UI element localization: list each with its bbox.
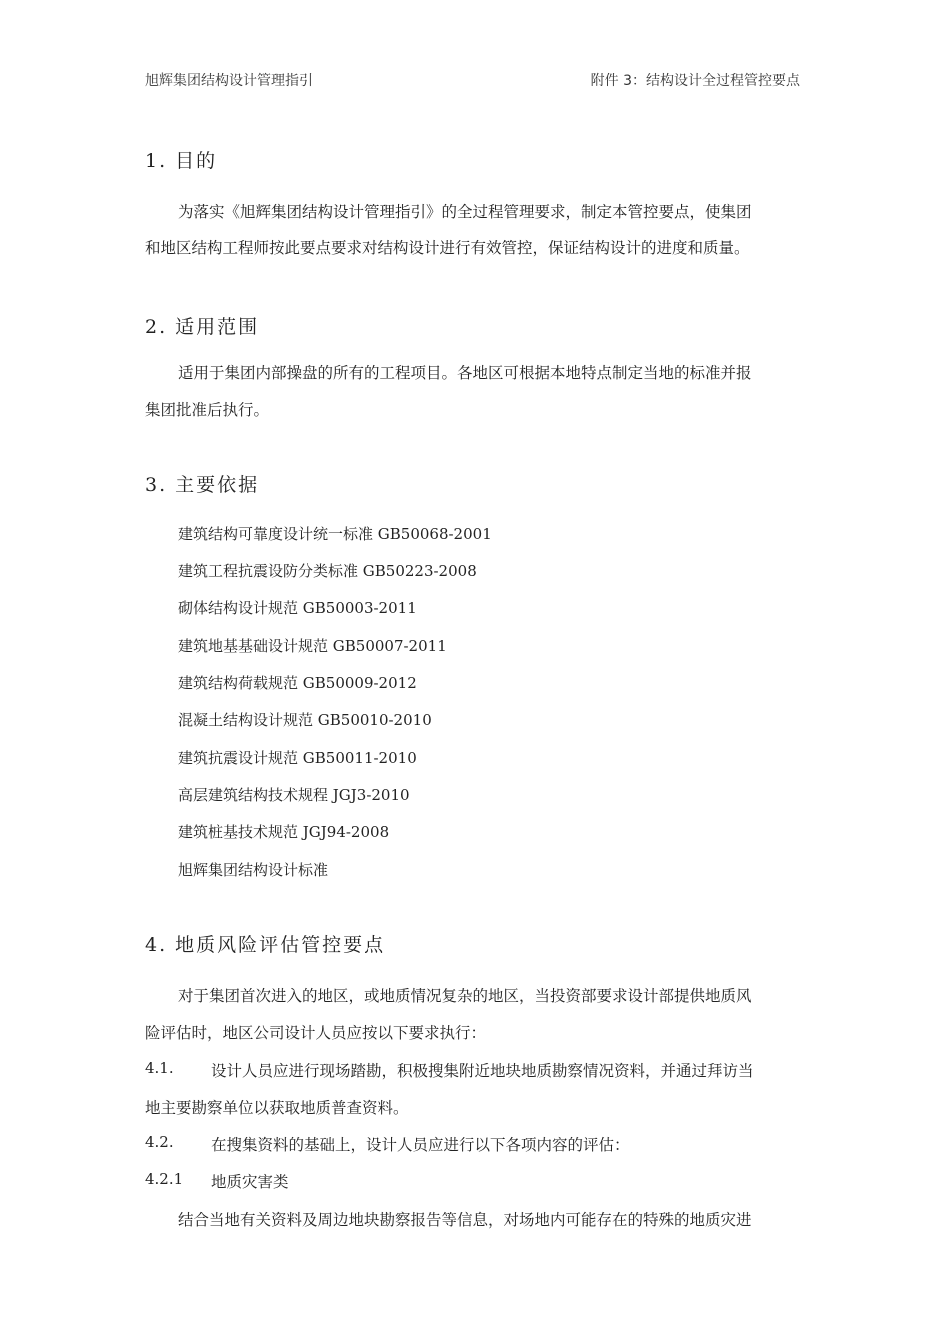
- reference-item: 砌体结构设计规范 GB50003-2011: [178, 599, 417, 617]
- section-1-heading: 1. 目的: [145, 150, 218, 172]
- reference-item: 建筑结构荷载规范 GB50009-2012: [178, 674, 417, 692]
- reference-item: 建筑桩基技术规范 JGJ94-2008: [178, 823, 390, 841]
- subitem-title: 地质灾害类: [211, 1173, 289, 1191]
- section-2-paragraph-line: 适用于集团内部操盘的所有的工程项目。各地区可根据本地特点制定当地的标准并报: [178, 364, 752, 382]
- subitem-paragraph-line: 结合当地有关资料及周边地块勘察报告等信息，对场地内可能存在的特殊的地质灾进: [178, 1211, 752, 1229]
- reference-item: 建筑工程抗震设防分类标准 GB50223-2008: [178, 562, 477, 580]
- header-doc-title: 旭辉集团结构设计管理指引: [145, 73, 313, 89]
- section-1-paragraph-line: 为落实《旭辉集团结构设计管理指引》的全过程管理要求，制定本管控要点，使集团: [178, 203, 752, 221]
- reference-item: 高层建筑结构技术规程 JGJ3-2010: [178, 786, 410, 804]
- section-2-paragraph-line: 集团批准后执行。: [145, 401, 270, 419]
- reference-item: 建筑抗震设计规范 GB50011-2010: [178, 749, 417, 767]
- section-4-paragraph-line: 对于集团首次进入的地区，或地质情况复杂的地区，当投资部要求设计部提供地质风: [178, 987, 752, 1005]
- reference-item: 建筑地基基础设计规范 GB50007-2011: [178, 637, 447, 655]
- reference-item: 混凝土结构设计规范 GB50010-2010: [178, 711, 432, 729]
- section-2-heading: 2. 适用范围: [145, 316, 260, 338]
- item-text-line: 地主要勘察单位以获取地质普查资料。: [145, 1099, 409, 1117]
- item-number: 4.1.: [145, 1059, 174, 1077]
- item-text-line: 设计人员应进行现场踏勘，积极搜集附近地块地质勘察情况资料，并通过拜访当: [211, 1062, 754, 1080]
- reference-item: 建筑结构可靠度设计统一标准 GB50068-2001: [178, 525, 492, 543]
- item-number: 4.2.: [145, 1133, 174, 1151]
- section-1-paragraph-line: 和地区结构工程师按此要点要求对结构设计进行有效管控，保证结构设计的进度和质量。: [145, 239, 750, 257]
- section-4-heading: 4. 地质风险评估管控要点: [145, 934, 386, 956]
- subitem-number: 4.2.1: [145, 1170, 184, 1188]
- reference-item: 旭辉集团结构设计标准: [178, 861, 329, 879]
- section-3-heading: 3. 主要依据: [145, 474, 260, 496]
- section-4-paragraph-line: 险评估时，地区公司设计人员应按以下要求执行：: [145, 1024, 487, 1042]
- header-attachment-title: 附件 3：结构设计全过程管控要点: [590, 73, 800, 89]
- item-text-line: 在搜集资料的基础上，设计人员应进行以下各项内容的评估：: [211, 1136, 630, 1154]
- page-header: [145, 70, 800, 92]
